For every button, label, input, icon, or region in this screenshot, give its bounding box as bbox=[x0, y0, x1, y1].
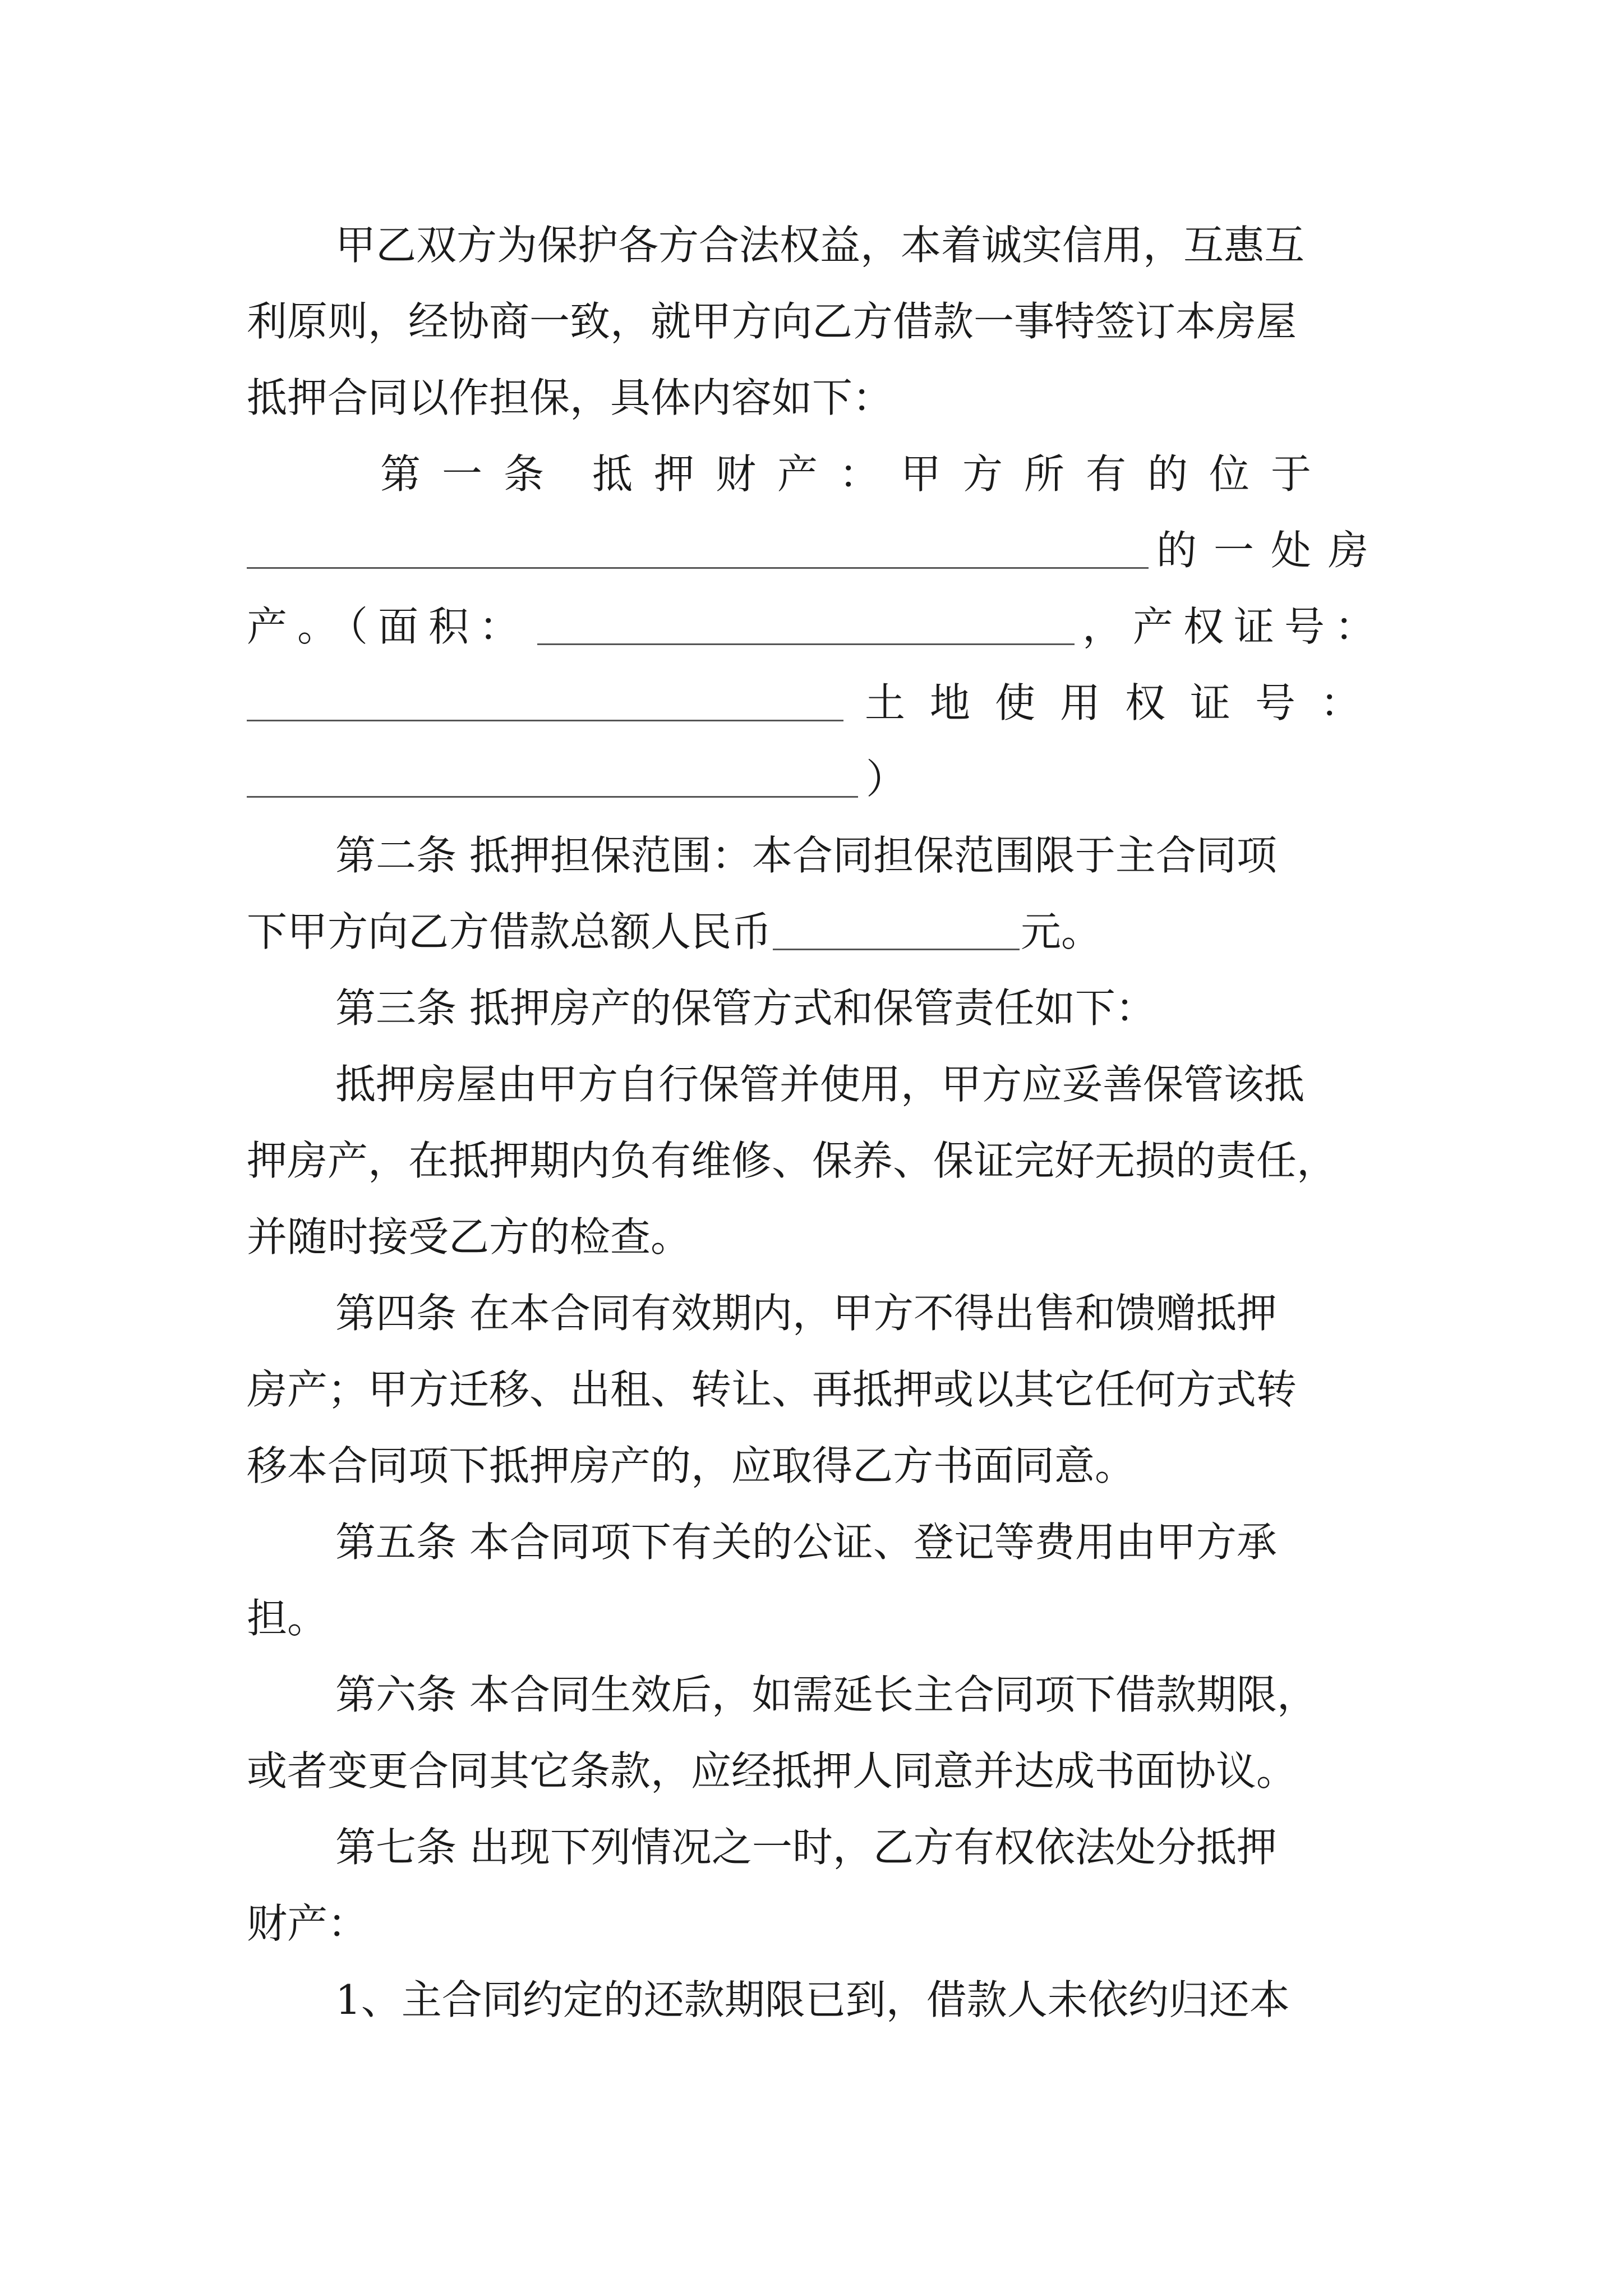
article-3-text-2: 抵押房屋由甲方自行保管并使用，甲方应妥善保管该抵 bbox=[335, 1061, 1305, 1108]
article-3-text-4: 并随时接受乙方的检查。 bbox=[247, 1213, 691, 1260]
article-1-heading bbox=[247, 432, 1385, 516]
article-6-text-1: 第六条 本合同生效后，如需延长主合同项下借款期限， bbox=[335, 1671, 1317, 1718]
land-use-blank[interactable] bbox=[247, 757, 858, 798]
address-blank[interactable] bbox=[247, 528, 1149, 569]
closing-paren: ） bbox=[866, 756, 907, 803]
article-2-unit: 元。 bbox=[1021, 908, 1102, 955]
paragraph-line bbox=[247, 966, 1385, 1050]
article-1-land-line bbox=[247, 661, 1385, 745]
paragraph-line bbox=[247, 1958, 1385, 2042]
article-1-suffix: 的一处房 bbox=[1156, 527, 1385, 574]
paragraph-line bbox=[247, 1500, 1385, 1584]
preamble-text-2: 利原则，经协商一致，就甲方向乙方借款一事特签订本房屋 bbox=[247, 298, 1297, 345]
paragraph-line bbox=[247, 1729, 1385, 1813]
paragraph-line bbox=[247, 1195, 1385, 1279]
paragraph-line bbox=[247, 1576, 1385, 1660]
article-7-text-1: 第七条 出现下列情况之一时，乙方有权依法处分抵押 bbox=[335, 1824, 1277, 1871]
article-1-area-line bbox=[247, 585, 1385, 669]
article-1-close-line bbox=[247, 737, 1385, 821]
land-use-label: 土地使用权证号： bbox=[864, 679, 1385, 726]
paragraph-line bbox=[247, 356, 1385, 440]
title-deed-blank[interactable] bbox=[247, 680, 843, 721]
article-3-text-1: 第三条 抵押房产的保管方式和保管责任如下： bbox=[335, 984, 1156, 1032]
article-2-text-2: 下甲方向乙方借款总额人民币 bbox=[247, 908, 772, 955]
article-1-number: 第一条 bbox=[380, 450, 566, 498]
article-1-address-line bbox=[247, 508, 1385, 592]
article-7-text-2: 财产： bbox=[247, 1900, 368, 1947]
article-2-text-1: 第二条 抵押担保范围：本合同担保范围限于主合同项 bbox=[335, 832, 1277, 879]
article-5-text-1: 第五条 本合同项下有关的公证、登记等费用由甲方承 bbox=[335, 1519, 1277, 1566]
paragraph-line bbox=[247, 1424, 1385, 1508]
article-3-text-3: 押房产，在抵押期内负有维修、保养、保证完好无损的责任， bbox=[247, 1137, 1338, 1184]
area-blank[interactable] bbox=[537, 604, 1075, 645]
paragraph-line bbox=[247, 1271, 1385, 1355]
paragraph-line bbox=[247, 1805, 1385, 1889]
paragraph-line bbox=[247, 1347, 1385, 1432]
paragraph-line bbox=[247, 1653, 1385, 1737]
title-deed-label: ，产权证号： bbox=[1082, 603, 1385, 650]
paragraph-line bbox=[247, 813, 1385, 898]
paragraph-line bbox=[247, 279, 1385, 364]
amount-blank[interactable] bbox=[773, 909, 1020, 950]
area-label: 产。（面积： bbox=[247, 603, 530, 650]
paragraph-line bbox=[247, 1119, 1385, 1203]
paragraph-line bbox=[247, 1881, 1385, 1966]
preamble-text-1: 甲乙双方为保护各方合法权益，本着诚实信用，互惠互 bbox=[335, 222, 1305, 269]
article-4-text-3: 移本合同项下抵押房产的，应取得乙方书面同意。 bbox=[247, 1442, 1136, 1489]
paragraph-line bbox=[247, 203, 1385, 287]
paragraph-line bbox=[247, 1042, 1385, 1126]
article-4-text-2: 房产；甲方迁移、出租、转让、再抵押或以其它任何方式转 bbox=[247, 1366, 1297, 1413]
article-7-item-1: 1、主合同约定的还款期限已到，借款人未依约归还本 bbox=[335, 1976, 1290, 2023]
article-5-text-2: 担。 bbox=[247, 1595, 328, 1642]
article-1-title: 抵押财产：甲方所有的位于 bbox=[592, 450, 1333, 498]
article-6-text-2: 或者变更合同其它条款，应经抵押人同意并达成书面协议。 bbox=[247, 1747, 1297, 1795]
article-4-text-1: 第四条 在本合同有效期内，甲方不得出售和馈赠抵押 bbox=[335, 1290, 1277, 1337]
paragraph-line bbox=[247, 890, 1385, 974]
preamble-text-3: 抵押合同以作担保，具体内容如下： bbox=[247, 374, 893, 421]
